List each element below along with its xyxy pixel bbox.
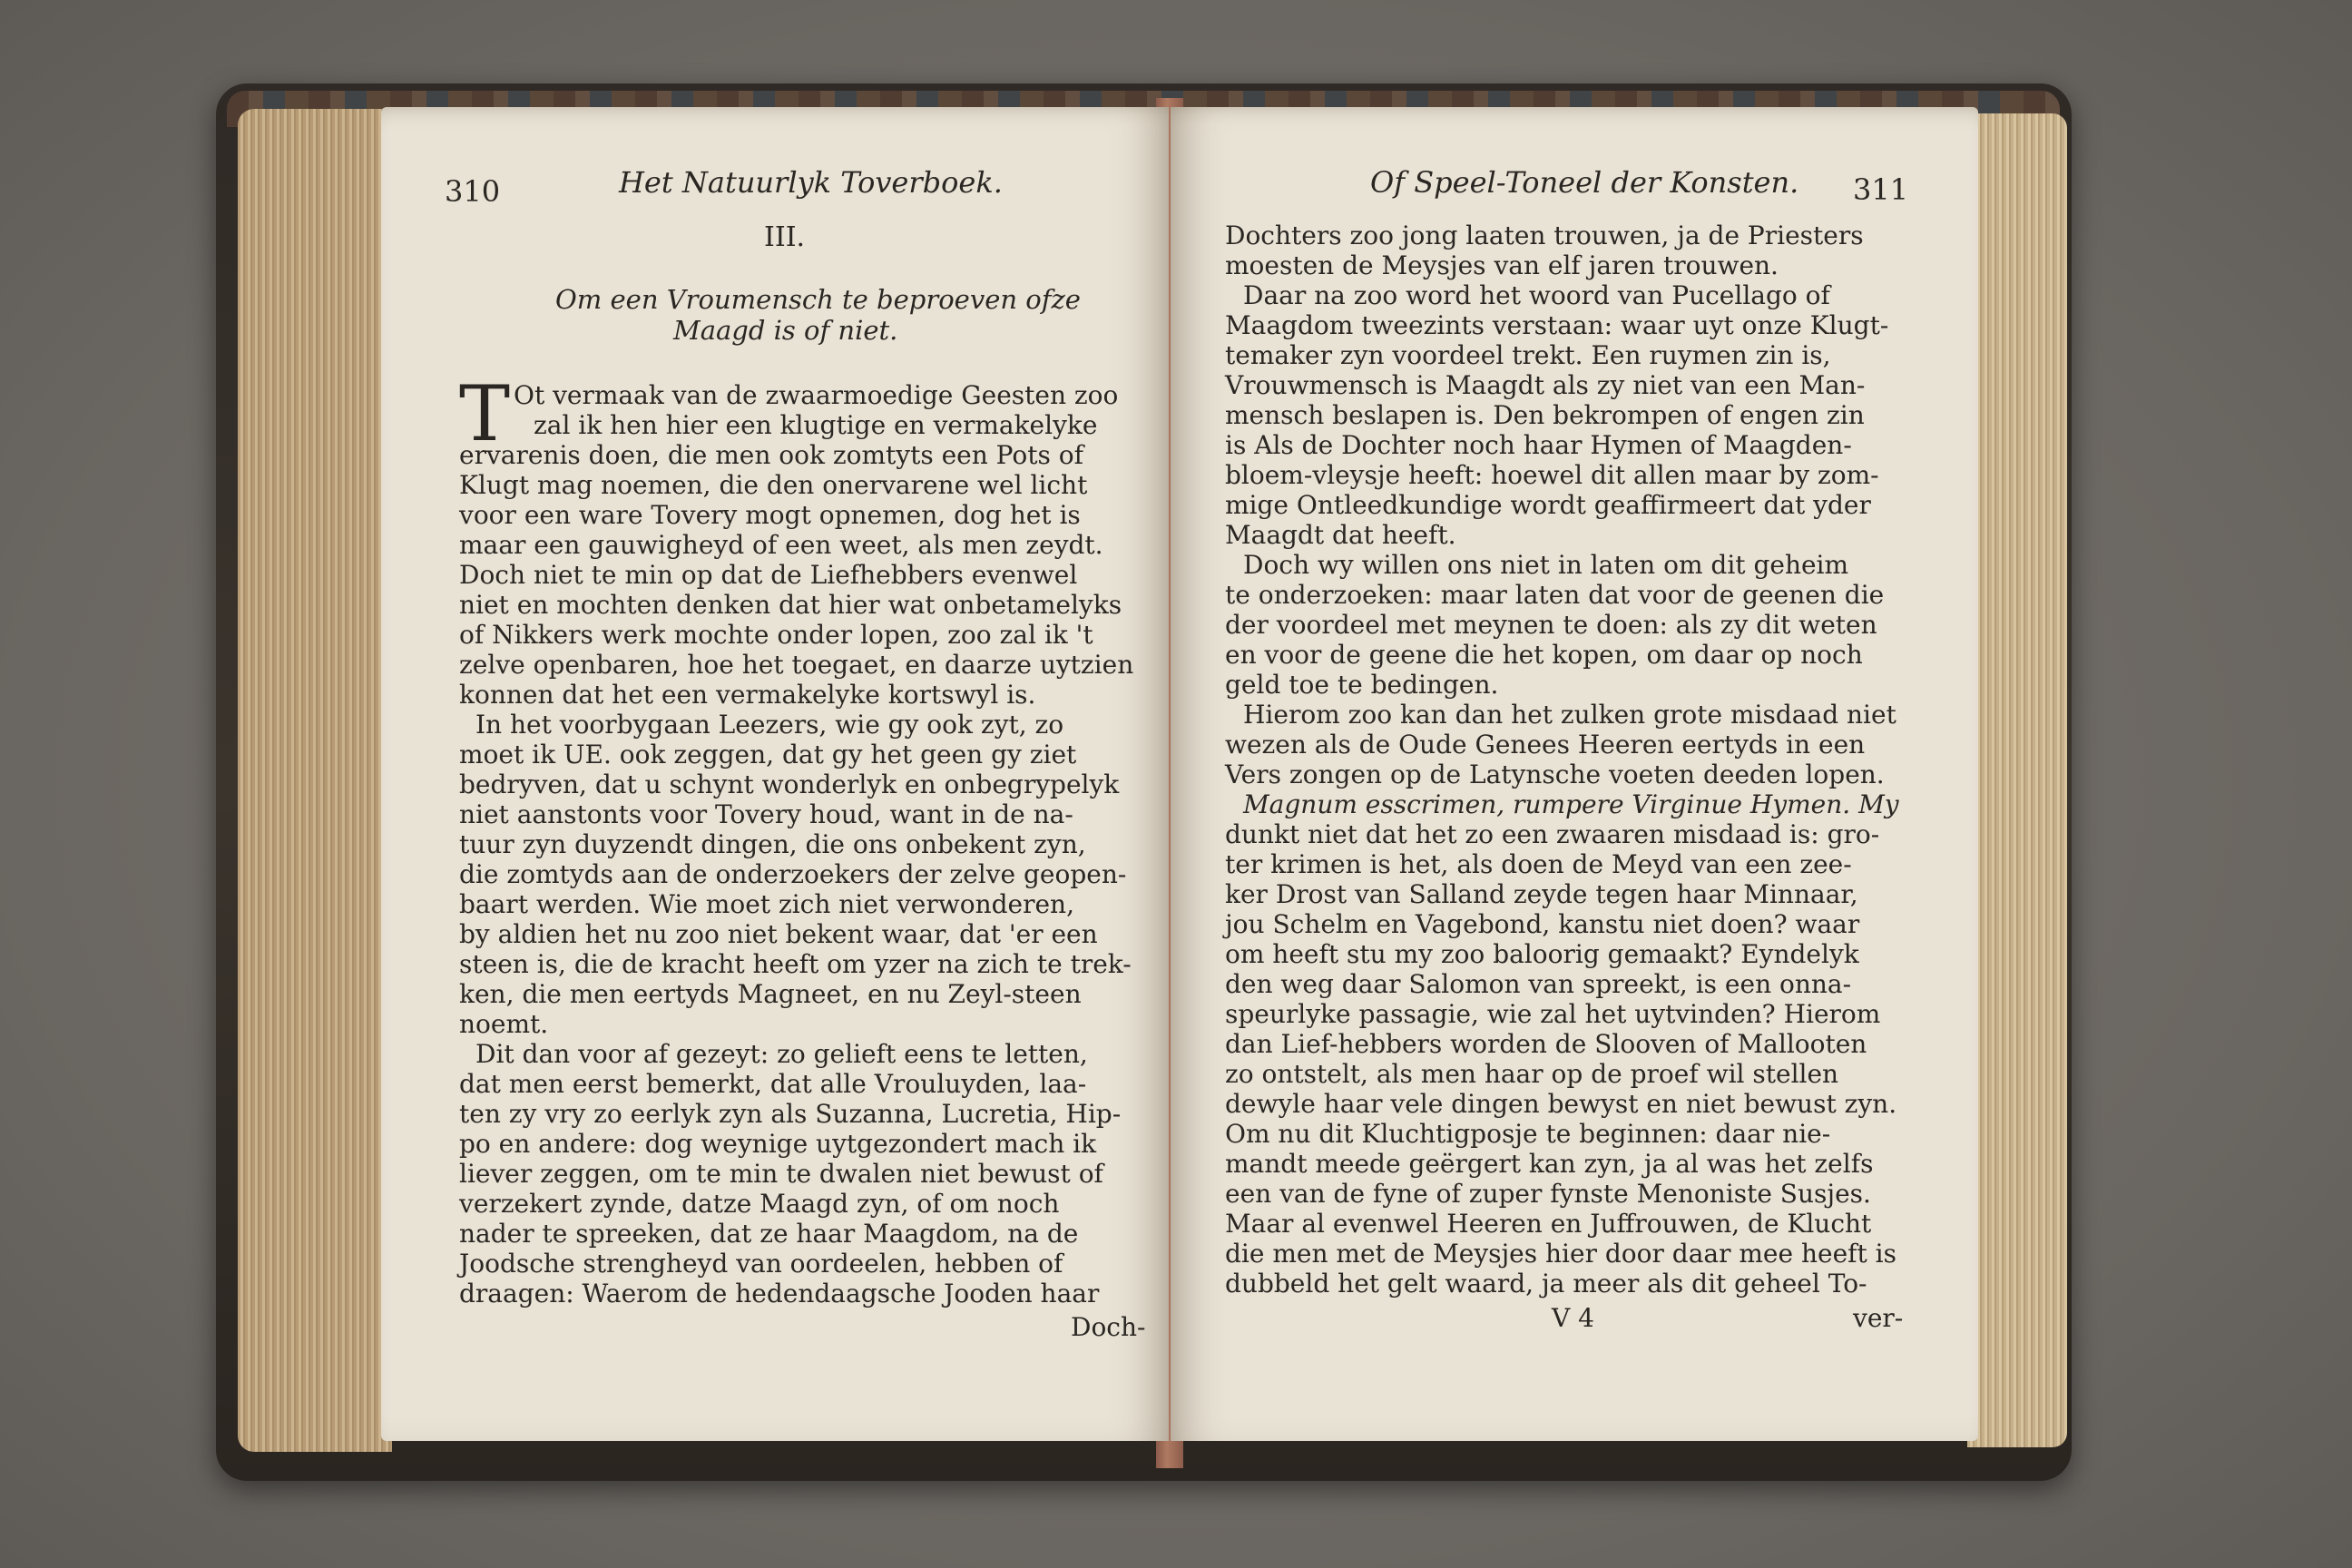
catchword: ver- [1853,1303,1904,1333]
text-line: tuur zyn duyzendt dingen, die ons onbekent zyn, [459,829,1086,859]
text-line: Dochters zoo jong laaten trouwen, ja de Priesters [1225,220,1864,250]
text-line: ervarenis doen, die men ook zomtyts een Pots of [459,440,1083,470]
text-line: of Nikkers werk mochte onder lopen, zoo zal ik 't [459,620,1093,650]
page-number: 311 [1853,172,1909,207]
left-page [381,107,1169,1441]
text-line: verzekert zynde, datze Maagd zyn, of om noch [459,1189,1060,1219]
catchword: Doch- [1071,1312,1146,1342]
page-number: 310 [445,174,501,209]
section-title-line: Maagd is of niet. [673,315,898,346]
text-line: Doch wy willen ons niet in laten om dit geheim [1243,550,1849,580]
text-line: bedryven, dat u schynt wonderlyk en onbegrypelyk [459,769,1120,799]
text-line: po en andere: dog weynige uytgezondert mach ik [459,1129,1097,1159]
text-line: Hierom zoo kan dan het zulken grote misdaad niet [1243,700,1896,730]
text-line: voor een ware Tovery mogt opnemen, dog het is [459,500,1081,530]
text-line: Klugt mag noemen, die den onervarene wel licht [459,470,1088,500]
text-line: dubbeld het gelt waard, ja meer als dit geheel To- [1225,1269,1867,1298]
text-line: ten zy vry zo eerlyk zyn als Suzanna, Lucretia, Hip- [459,1099,1122,1129]
text-line: niet aanstonts voor Tovery houd, want in de na- [459,799,1073,829]
text-line: Maagdt dat heeft. [1225,520,1456,550]
drop-cap: T [459,369,511,458]
text-line: is Als de Dochter noch haar Hymen of Maagden- [1225,430,1852,460]
text-line: In het voorbygaan Leezers, wie gy ook zyt, zo [475,710,1064,740]
text-line: zelve openbaren, hoe het toegaet, en daarze uytzien [459,650,1134,680]
text-line: dunkt niet dat het zo een zwaaren misdaad is: gro- [1225,819,1880,849]
text-line: wezen als de Oude Genees Heeren eertyds in een [1225,730,1866,760]
text-line: een van de fyne of zuper fynste Menoniste Susjes. [1225,1179,1871,1209]
text-line: Doch niet te min op dat de Liefhebbers evenwel [459,560,1078,590]
text-line: Daar na zoo word het woord van Pucellago of [1243,280,1830,310]
text-line: om heeft stu my zoo baloorig gemaakt? Eyndelyk [1225,939,1859,969]
text-line: Dit dan voor af gezeyt: zo gelieft eens te letten, [475,1039,1088,1069]
text-line: dat men eerst bemerkt, dat alle Vrouluyden, laa- [459,1069,1087,1099]
text-line: die zomtyds aan de onderzoekers der zelve geopen- [459,859,1127,889]
text-line: Vrouwmensch is Maagdt als zy niet van een Man- [1225,370,1866,400]
right-page [1171,107,1978,1441]
page-edges-right [1967,113,2067,1447]
text-line: by aldien het nu zoo niet bekent waar, dat 'er een [459,919,1098,949]
section-number: III. [764,221,806,253]
text-line: den weg daar Salomon van spreekt, is een onna- [1225,969,1852,999]
running-head: Of Speel-Toneel der Konsten. [1370,165,1799,200]
running-head: Het Natuurlyk Toverboek. [619,165,1003,200]
text-line: ker Drost van Salland zeyde tegen haar Minnaar, [1225,879,1858,909]
text-line: zo ontstelt, als men haar op de proef wil stellen [1225,1059,1839,1089]
text-line: ter krimen is het, als doen de Meyd van een zee- [1225,849,1852,879]
signature-mark: V 4 [1552,1303,1594,1333]
text-line: Maagdom tweezints verstaan: waar uyt onze Klugt- [1225,310,1889,340]
text-line: moesten de Meysjes van elf jaren trouwen. [1225,250,1779,280]
text-line: dewyle haar vele dingen bewyst en niet bewust zyn. [1225,1089,1897,1119]
text-line: niet en mochten denken dat hier wat onbetamelyks [459,590,1122,620]
text-line: temaker zyn voordeel trekt. Een ruymen zin is, [1225,340,1831,370]
text-line: mandt meede geërgert kan zyn, ja al was het zelfs [1225,1149,1874,1179]
text-line: die men met de Meysjes hier door daar mee heeft is [1225,1239,1896,1269]
text-line: moet ik UE. ook zeggen, dat gy het geen gy ziet [459,740,1077,769]
text-line: mensch beslapen is. Den bekrompen of engen zin [1225,400,1865,430]
text-line: Ot vermaak van de zwaarmoedige Geesten zoo [514,380,1119,410]
text-line: Joodsche strengheyd van oordeelen, hebben of [459,1249,1063,1279]
text-line: dan Lief-hebbers worden de Slooven of Mallooten [1225,1029,1867,1059]
text-line: Om nu dit Kluchtigposje te beginnen: daar nie- [1225,1119,1831,1149]
text-line: draagen: Waerom de hedendaagsche Jooden haar [459,1279,1100,1308]
text-line: Maar al evenwel Heeren en Juffrouwen, de Klucht [1225,1209,1872,1239]
text-line: en voor de geene die het kopen, om daar op noch [1225,640,1863,670]
text-line: Vers zongen op de Latynsche voeten deeden lopen. [1225,760,1885,789]
text-line: te onderzoeken: maar laten dat voor de geenen die [1225,580,1885,610]
text-line: zal ik hen hier een klugtige en vermakelyke [534,410,1098,440]
text-line: mige Ontleedkundige wordt geaffirmeert dat yder [1225,490,1871,520]
text-line: jou Schelm en Vagebond, kanstu niet doen? waar [1225,909,1860,939]
text-line: steen is, die de kracht heeft om yzer na zich te trek- [459,949,1132,979]
text-line: nader te spreeken, dat ze haar Maagdom, na de [459,1219,1079,1249]
page-edges-left [238,109,392,1452]
text-line: noemt. [459,1009,549,1039]
text-line: konnen dat het een vermakelyke kortswyl is. [459,680,1036,710]
text-line: liever zeggen, om te min te dwalen niet bewust of [459,1159,1103,1189]
section-title-line: Om een Vroumensch te beproeven ofze [555,284,1081,315]
text-line: bloem-vleysje heeft: hoewel dit allen maar by zom- [1225,460,1879,490]
text-line: speurlyke passagie, wie zal het uytvinden? Hierom [1225,999,1881,1029]
text-line: ken, die men eertyds Magneet, en nu Zeyl-steen [459,979,1082,1009]
text-line: geld toe te bedingen. [1225,670,1499,700]
text-line: baart werden. Wie moet zich niet verwonderen, [459,889,1074,919]
text-line: der voordeel met meynen te doen: als zy dit weten [1225,610,1877,640]
text-line: maar een gauwigheyd of een weet, als men zeydt. [459,530,1103,560]
text-line: Magnum esscrimen, rumpere Virginue Hymen. My [1243,789,1899,819]
